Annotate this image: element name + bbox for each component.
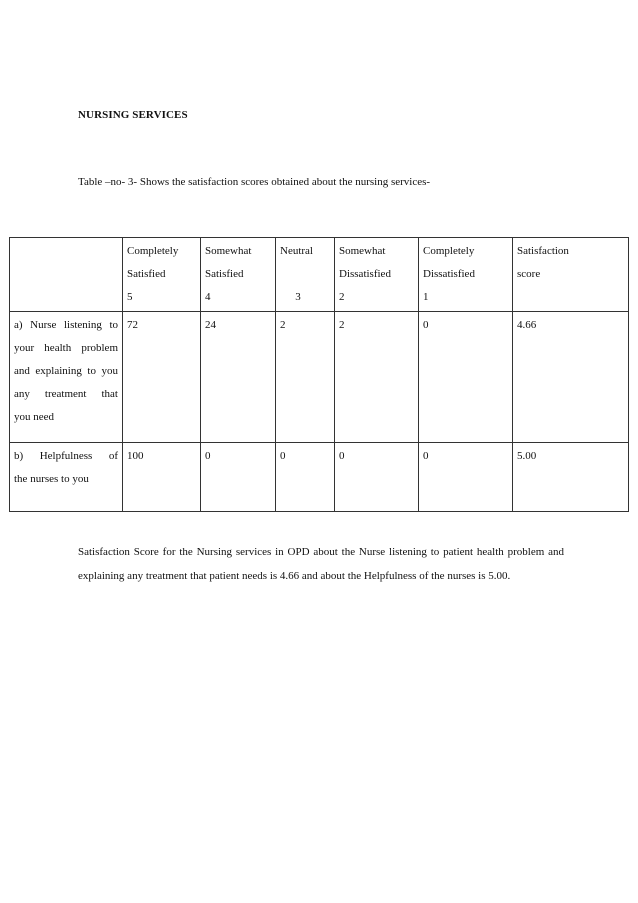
row-label-text-last: you need: [14, 411, 55, 423]
row-label-text: b) Helpfulness of: [14, 450, 118, 462]
header-satisfaction-score: [513, 238, 629, 312]
row-label-nurse-listening: [10, 312, 123, 443]
header-text: [280, 263, 330, 286]
row-label-helpfulness: [10, 443, 123, 512]
header-score-value: 3: [295, 291, 301, 303]
row-label-text-last: the nurses to you: [14, 473, 89, 485]
header-score-value: 2: [339, 291, 345, 303]
header-empty-cell: [10, 238, 123, 312]
table-header-row: [10, 238, 629, 312]
cell-value: 2: [276, 312, 335, 443]
header-neutral: [276, 238, 335, 312]
table-row: [10, 443, 629, 512]
header-somewhat-dissatisfied: [335, 238, 419, 312]
cell-score: 5.00: [513, 443, 629, 512]
header-score-value: 4: [205, 291, 211, 303]
header-completely-satisfied: [123, 238, 201, 312]
header-text: Somewhat: [205, 245, 252, 257]
header-score-value: 1: [423, 291, 429, 303]
header-text: Dissatisfied: [423, 268, 475, 280]
header-text: Somewhat: [339, 245, 386, 257]
header-completely-dissatisfied: [419, 238, 513, 312]
cell-value: 72: [123, 312, 201, 443]
cell-value: 2: [335, 312, 419, 443]
table-caption: Table –no- 3- Shows the satisfaction scores obtained about the nursing services-: [78, 176, 431, 188]
header-text: Completely: [423, 245, 475, 257]
cell-value: 24: [201, 312, 276, 443]
row-label-text: a) Nurse listening to your health problem and explaining to you any treatment that: [14, 319, 118, 400]
header-somewhat-satisfied: [201, 238, 276, 312]
section-heading: NURSING SERVICES: [78, 109, 188, 121]
summary-paragraph: Satisfaction Score for the Nursing services in OPD about the Nurse listening to patient health problem and explaining any treatment that patient needs is 4.66 and about the Helpfulness of the nurses is 5.00.: [78, 546, 564, 582]
cell-value: 0: [419, 312, 513, 443]
cell-value: 0: [335, 443, 419, 512]
header-text: Completely: [127, 245, 179, 257]
cell-value: 0: [276, 443, 335, 512]
header-text: Neutral: [280, 245, 313, 257]
header-text: Satisfied: [127, 268, 166, 280]
cell-value: 0: [419, 443, 513, 512]
header-score-value: 5: [127, 291, 133, 303]
table-row: [10, 312, 629, 443]
cell-value: 100: [123, 443, 201, 512]
header-text: Satisfied: [205, 268, 244, 280]
header-text: Satisfaction: [517, 245, 569, 257]
header-text: score: [517, 268, 541, 280]
cell-score: 4.66: [513, 312, 629, 443]
cell-value: 0: [201, 443, 276, 512]
header-text: Dissatisfied: [339, 268, 391, 280]
satisfaction-table: [9, 237, 629, 512]
